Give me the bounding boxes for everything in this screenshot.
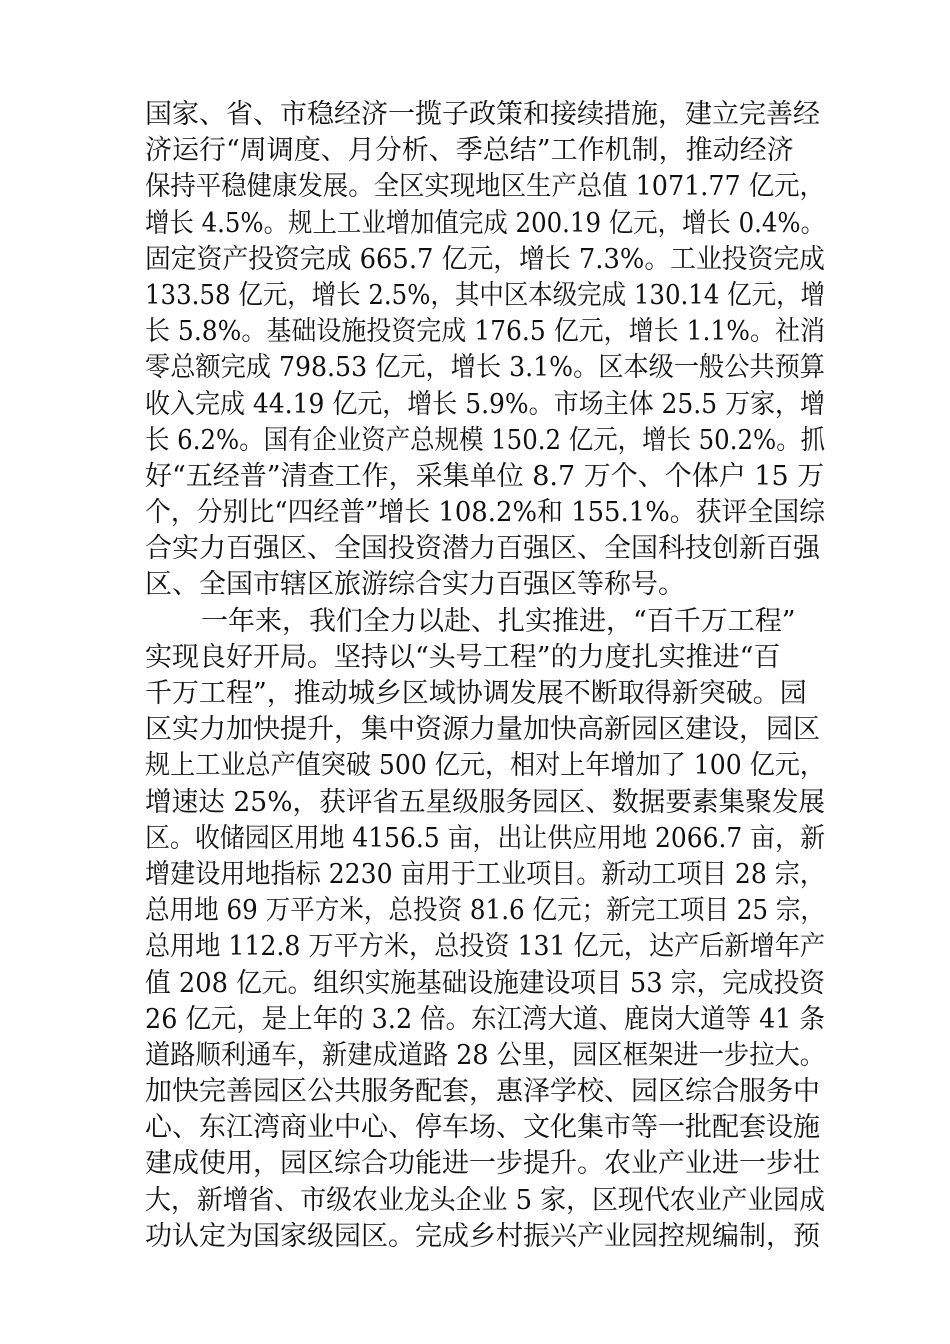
text-line: 道路顺利通车，新建成道路 28 公里，园区框架进一步拉大。 — [145, 1039, 826, 1071]
text-line: 好“五经普”清查工作，采集单位 8.7 万个、个体户 15 万 — [145, 460, 825, 492]
text-line: 实现良好开局。坚持以“头号工程”的力度扎实推进“百 — [145, 641, 781, 673]
text-line: 心、东江湾商业中心、停车场、文化集市等一批配套设施 — [145, 1112, 820, 1144]
text-line: 国家、省、市稳经济一揽子政策和接续措施，建立完善经 — [145, 99, 820, 130]
text-line: 增建设用地指标 2230 亩用于工业项目。新动工项目 28 宗， — [145, 858, 825, 890]
text-line: 长 5.8%。基础设施投资完成 176.5 亿元，增长 1.1%。社消 — [145, 316, 826, 348]
text-line: 区、全国市辖区旅游综合实力百强区等称号。 — [145, 569, 685, 601]
text-line: 收入完成 44.19 亿元，增长 5.9%。市场主体 25.5 万家，增 — [145, 388, 826, 420]
text-line: 总用地 112.8 万平方米，总投资 131 亿元，达产后新增年产 — [145, 931, 826, 963]
text-line: 值 208 亿元。组织实施基础设施建设项目 53 宗，完成投资 — [145, 967, 826, 999]
text-line: 增长 4.5%。规上工业增加值完成 200.19 亿元，增长 0.4%。 — [145, 207, 826, 239]
text-line: 区实力加快提升，集中资源力量加快高新园区建设，园区 — [145, 714, 820, 746]
paragraph-first-line: 一年来，我们全力以赴、扎实推进，“百千万工程” — [201, 605, 796, 637]
text-line: 合实力百强区、全国投资潜力百强区、全国科技创新百强 — [145, 533, 820, 565]
text-line: 千万工程”，推动城乡区域协调发展不断取得新突破。园 — [145, 678, 807, 709]
text-line: 26 亿元，是上年的 3.2 倍。东江湾大道、鹿岗大道等 41 条 — [145, 1003, 826, 1035]
text-line: 功认定为国家级园区。完成乡村振兴产业园控规编制，预 — [145, 1220, 820, 1252]
text-line: 长 6.2%。国有企业资产总规模 150.2 亿元，增长 50.2%。抓 — [145, 424, 826, 456]
text-line: 区。收储园区用地 4156.5 亩，出让供应用地 2066.7 亩，新 — [145, 822, 826, 854]
text-line: 济运行“周调度、月分析、季总结”工作机制，推动经济 — [145, 135, 794, 167]
text-line: 零总额完成 798.53 亿元，增长 3.1%。区本级一般公共预算 — [145, 352, 825, 384]
text-line: 总用地 69 万平方米，总投资 81.6 亿元；新完工项目 25 宗， — [145, 895, 825, 927]
text-line: 加快完善园区公共服务配套，惠泽学校、园区综合服务中 — [145, 1076, 820, 1108]
text-line: 保持平稳健康发展。全区实现地区生产总值 1071.77 亿元， — [145, 171, 825, 203]
text-line: 133.58 亿元，增长 2.5%，其中区本级完成 130.14 亿元，增 — [145, 279, 825, 311]
text-line: 规上工业总产值突破 500 亿元，相对上年增加了 100 亿元， — [145, 750, 825, 782]
text-line: 增速达 25%，获评省五星级服务园区、数据要素集聚发展 — [145, 786, 826, 818]
text-line: 个，分别比“四经普”增长 108.2%和 155.1%。获评全国综 — [145, 497, 826, 529]
text-line: 大，新增省、市级农业龙头企业 5 家，区现代农业产业园成 — [145, 1184, 825, 1216]
text-line: 固定资产投资完成 665.7 亿元，增长 7.3%。工业投资完成 — [145, 243, 825, 275]
text-line: 建成使用，园区综合功能进一步提升。农业产业进一步壮 — [145, 1148, 820, 1180]
document-body — [145, 97, 825, 1255]
